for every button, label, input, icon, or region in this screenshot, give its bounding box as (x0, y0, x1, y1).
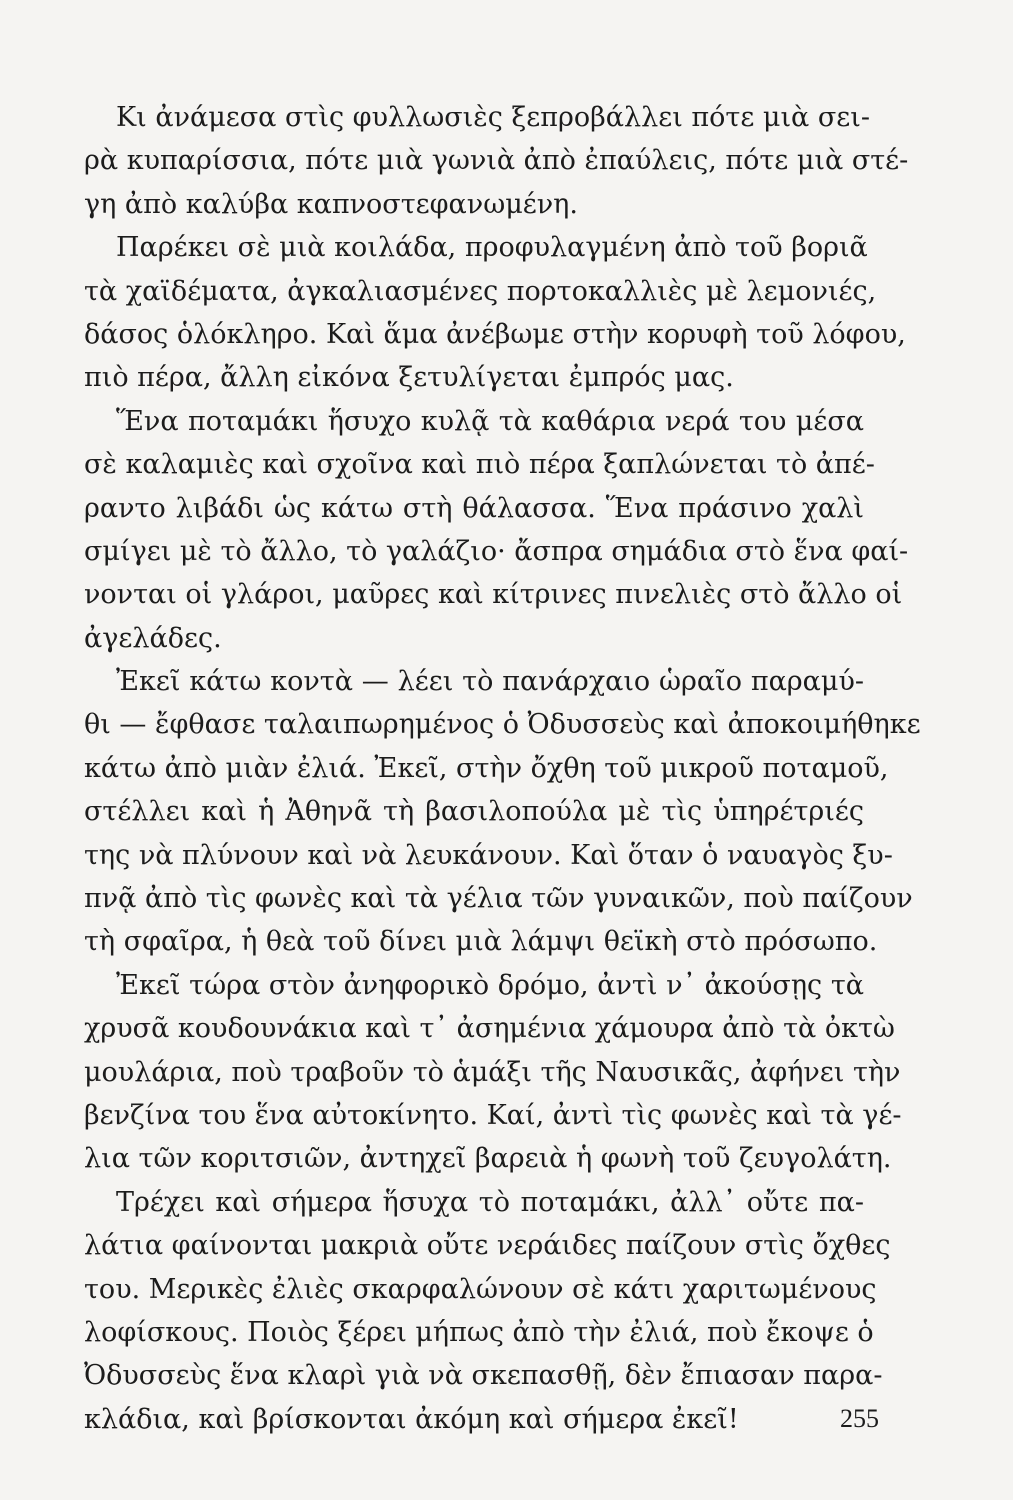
text-line: μουλάρια, ποὺ τραβοῦν τὸ ἁμάξι τῆς Ναυσικᾶς, ἀφήνει τὴν (84, 1056, 901, 1088)
text-line: νονται οἱ γλάροι, μαῦρες καὶ κίτρινες πινελιὲς στὸ ἄλλο οἱ (84, 579, 903, 611)
text-line: Ἐκεῖ τώρα στὸν ἀνηφορικὸ δρόμο, ἀντὶ ν᾽ ἀκούσῃς τὰ (116, 969, 864, 1001)
text-line: σὲ καλαμιὲς καὶ σχοῖνα καὶ πιὸ πέρα ξαπλώνεται τὸ ἀπέ- (84, 449, 875, 481)
text-line: πιὸ πέρα, ἄλλη εἰκόνα ξετυλίγεται ἐμπρός μας. (84, 362, 734, 394)
text-line: Ὀδυσσεὺς ἕνα κλαρὶ γιὰ νὰ σκεπασθῇ, δὲν ἔπιασαν παρα- (84, 1360, 883, 1392)
text-line: σμίγει μὲ τὸ ἄλλο, τὸ γαλάζιο· ἄσπρα σημάδια στὸ ἕνα φαί- (84, 535, 909, 567)
page-number: 255 (840, 1404, 879, 1433)
text-line: ραντο λιβάδι ὡς κάτω στὴ θάλασσα. Ἕνα πράσινο χαλὶ (84, 492, 864, 524)
text-line: δάσος ὁλόκληρο. Καὶ ἅμα ἀνέβωμε στὴν κορυφὴ τοῦ λόφου, (84, 318, 906, 350)
text-line: Παρέκει σὲ μιὰ κοιλάδα, προφυλαγμένη ἀπὸ τοῦ βοριᾶ (116, 232, 868, 264)
text-line: πνᾷ ἀπὸ τὶς φωνὲς καὶ τὰ γέλια τῶν γυναικῶν, ποὺ παίζουν (84, 883, 913, 915)
text-line: κάτω ἀπὸ μιὰν ἐλιά. Ἐκεῖ, στὴν ὄχθη τοῦ μικροῦ ποταμοῦ, (84, 752, 889, 784)
text-line: Τρέχει καὶ σήμερα ἥσυχα τὸ ποταμάκι, ἀλλ᾽ οὔτε πα- (116, 1186, 864, 1218)
text-line: θι — ἔφθασε ταλαιπωρημένος ὁ Ὀδυσσεὺς καὶ ἀποκοιμήθηκε (84, 709, 921, 741)
text-line: λια τῶν κοριτσιῶν, ἀντηχεῖ βαρειὰ ἡ φωνὴ τοῦ ζευγολάτη. (84, 1143, 892, 1175)
text-line: τὰ χαϊδέματα, ἀγκαλιασμένες πορτοκαλλιὲς μὲ λεμονιές, (84, 275, 877, 307)
text-line: στέλλει καὶ ἡ Ἀθηνᾶ τὴ βασιλοπούλα μὲ τὶς ὑπηρέτριές (84, 796, 864, 828)
text-line: λοφίσκους. Ποιὸς ξέρει μήπως ἀπὸ τὴν ἐλιά, ποὺ ἔκοψε ὁ (84, 1316, 874, 1348)
text-line: ἀγελάδες. (84, 622, 222, 654)
text-line: Ἐκεῖ κάτω κοντὰ — λέει τὸ πανάρχαιο ὡραῖο παραμύ- (116, 666, 864, 698)
text-line: βενζίνα του ἕνα αὐτοκίνητο. Καί, ἀντὶ τὶς φωνὲς καὶ τὰ γέ- (84, 1099, 902, 1131)
text-line: κλάδια, καὶ βρίσκονται ἀκόμη καὶ σήμερα ἐκεῖ! (84, 1403, 739, 1435)
text-line: Ἕνα ποταμάκι ἥσυχο κυλᾷ τὰ καθάρια νερά του μέσα (116, 405, 864, 437)
text-line: τὴ σφαῖρα, ἡ θεὰ τοῦ δίνει μιὰ λάμψι θεϊκὴ στὸ πρόσωπο. (84, 926, 878, 958)
text-line: χρυσᾶ κουδουνάκια καὶ τ᾽ ἀσημένια χάμουρα ἀπὸ τὰ ὀκτὼ (84, 1013, 895, 1045)
text-line: του. Μερικὲς ἐλιὲς σκαρφαλώνουν σὲ κάτι χαριτωμένους (84, 1273, 877, 1305)
text-line: γη ἀπὸ καλύβα καπνοστεφανωμένη. (84, 188, 578, 220)
text-line: της νὰ πλύνουν καὶ νὰ λευκάνουν. Καὶ ὅταν ὁ ναυαγὸς ξυ- (84, 839, 893, 871)
body-text (84, 96, 921, 1441)
text-line: ρὰ κυπαρίσσια, πότε μιὰ γωνιὰ ἀπὸ ἐπαύλεις, πότε μιὰ στέ- (84, 145, 909, 177)
text-line: λάτια φαίνονται μακριὰ οὔτε νεράιδες παίζουν στὶς ὄχθες (84, 1230, 891, 1262)
text-line: Κι ἀνάμεσα στὶς φυλλωσιὲς ξεπροβάλλει πότε μιὰ σει- (116, 102, 870, 133)
